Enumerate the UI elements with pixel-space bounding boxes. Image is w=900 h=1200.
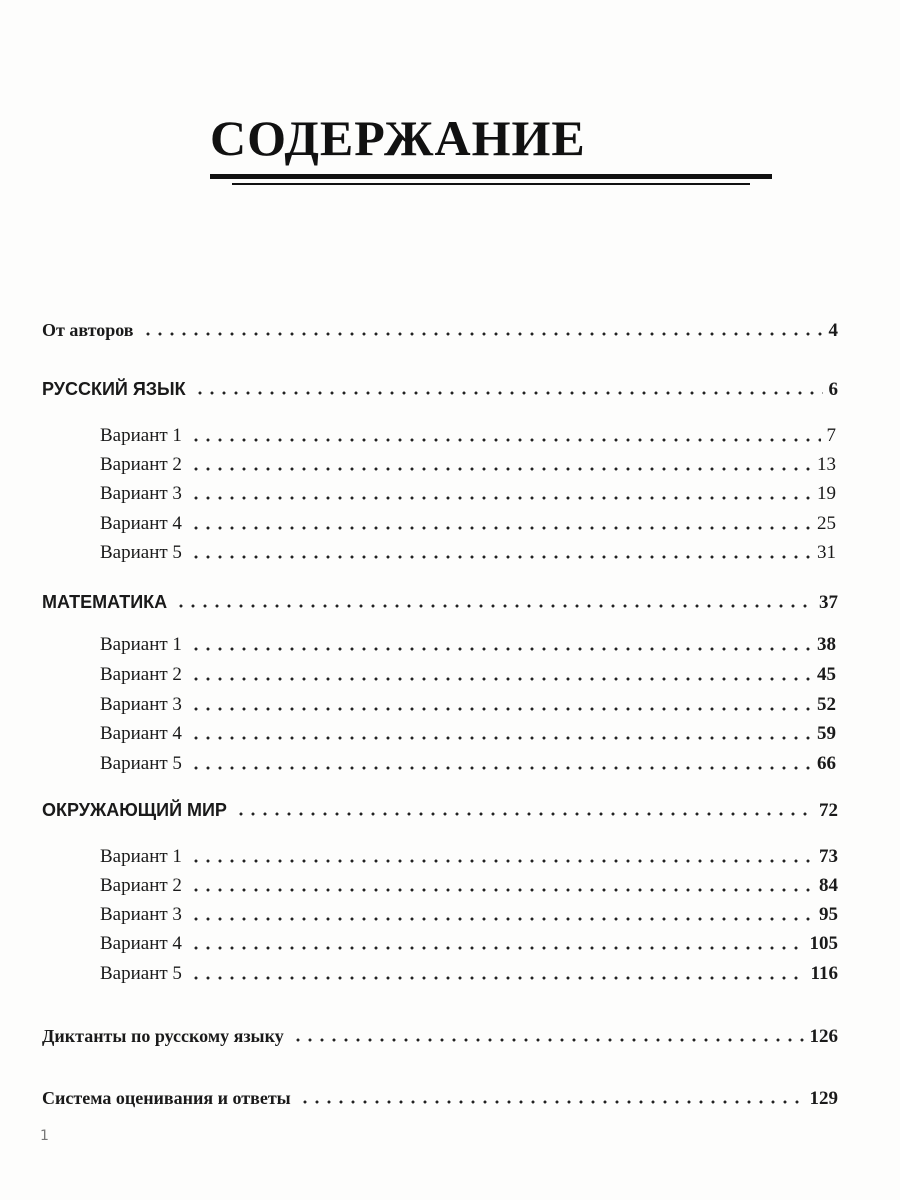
toc-entry-label: От авторов [42,320,134,340]
toc-page-number: 45 [817,664,836,685]
toc-entry-math-variant-1[interactable] [100,633,836,657]
toc-entry-russian-variant-2[interactable] [100,453,836,477]
toc-section-world[interactable] [42,798,838,822]
toc-page-number: 25 [817,513,836,534]
toc-page-number: 129 [809,1088,838,1109]
toc-page-number: 52 [817,694,836,715]
toc-entry-world-variant-3[interactable] [100,903,838,927]
toc-page-number: 126 [809,1026,838,1047]
toc-page-number: 19 [817,483,836,504]
toc-entry-russian-variant-5[interactable] [100,541,836,565]
dot-leader [190,467,811,471]
dot-leader [190,946,804,950]
dot-leader [235,812,813,816]
toc-entry-label: Вариант 3 [100,904,182,925]
page-title: СОДЕРЖАНИЕ [210,110,586,166]
toc-entry-label: Вариант 4 [100,933,182,954]
dot-leader [190,496,811,500]
dot-leader [190,555,811,559]
toc-section-label: РУССКИЙ ЯЗЫК [42,379,186,399]
toc-page-number: 31 [817,542,836,563]
toc-entry-math-variant-4[interactable] [100,722,836,746]
toc-entry-grading[interactable] [42,1086,838,1110]
page-corner-mark: 1 [40,1128,49,1144]
toc-entry-label: Вариант 5 [100,542,182,563]
dot-leader [190,647,811,651]
toc-entry-label: Вариант 4 [100,723,182,744]
toc-page-number: 116 [810,963,838,984]
dot-leader [142,332,823,336]
dot-leader [190,917,813,921]
toc-section-label: МАТЕМАТИКА [42,592,168,612]
toc-page-number: 37 [819,592,838,613]
toc-entry-russian-variant-1[interactable] [100,424,836,448]
toc-entry-label: Вариант 2 [100,664,182,685]
toc-entry-world-variant-5[interactable] [100,962,838,986]
toc-entry-label: Вариант 2 [100,875,182,896]
toc-entry-world-variant-4[interactable] [100,932,838,956]
toc-entry-world-variant-1[interactable] [100,845,838,869]
dot-leader [190,976,805,980]
toc-section-math[interactable] [42,590,838,614]
toc-page-number: 84 [819,875,838,896]
toc-entry-dictations[interactable] [42,1024,838,1048]
toc-entry-label: Вариант 3 [100,694,182,715]
toc-entry-label: Вариант 3 [100,483,182,504]
toc-entry-label: Диктанты по русскому языку [42,1026,284,1046]
toc-entry-math-variant-5[interactable] [100,752,836,776]
dot-leader [190,707,811,711]
dot-leader [175,604,813,608]
toc-page-number: 6 [828,379,838,400]
toc-section-label: ОКРУЖАЮЩИЙ МИР [42,800,227,820]
dot-leader [190,888,813,892]
dot-leader [299,1100,804,1104]
dot-leader [190,526,811,530]
dot-leader [190,766,811,770]
toc-page-number: 7 [826,425,836,446]
dot-leader [194,391,823,395]
toc-section-russian[interactable] [42,377,838,401]
dot-leader [292,1038,804,1042]
toc-entry-label: Вариант 2 [100,454,182,475]
toc-page-number: 4 [828,320,838,341]
toc-entry-math-variant-2[interactable] [100,663,836,687]
toc-entry-label: Вариант 1 [100,846,182,867]
toc-page-number: 72 [819,800,838,821]
toc-page-number: 38 [817,634,836,655]
dot-leader [190,736,811,740]
toc-page-number: 105 [809,933,838,954]
toc-entry-label: Вариант 5 [100,963,182,984]
toc-entry-label: Система оценивания и ответы [42,1088,291,1108]
toc-entry-russian-variant-4[interactable] [100,512,836,536]
toc-entry-label: Вариант 5 [100,753,182,774]
toc-entry-label: Вариант 4 [100,513,182,534]
toc-page-number: 73 [819,846,838,867]
toc-entry-label: Вариант 1 [100,634,182,655]
dot-leader [190,859,813,863]
toc-entry-world-variant-2[interactable] [100,874,838,898]
toc-page-number: 66 [817,753,836,774]
toc-page-number: 13 [817,454,836,475]
toc-page-number: 59 [817,723,836,744]
toc-entry-label: Вариант 1 [100,425,182,446]
toc-entry-russian-variant-3[interactable] [100,482,836,506]
toc-page-number: 95 [819,904,838,925]
dot-leader [190,677,811,681]
toc-entry-math-variant-3[interactable] [100,693,836,717]
toc-entry-authors[interactable] [42,318,838,342]
dot-leader [190,438,821,442]
